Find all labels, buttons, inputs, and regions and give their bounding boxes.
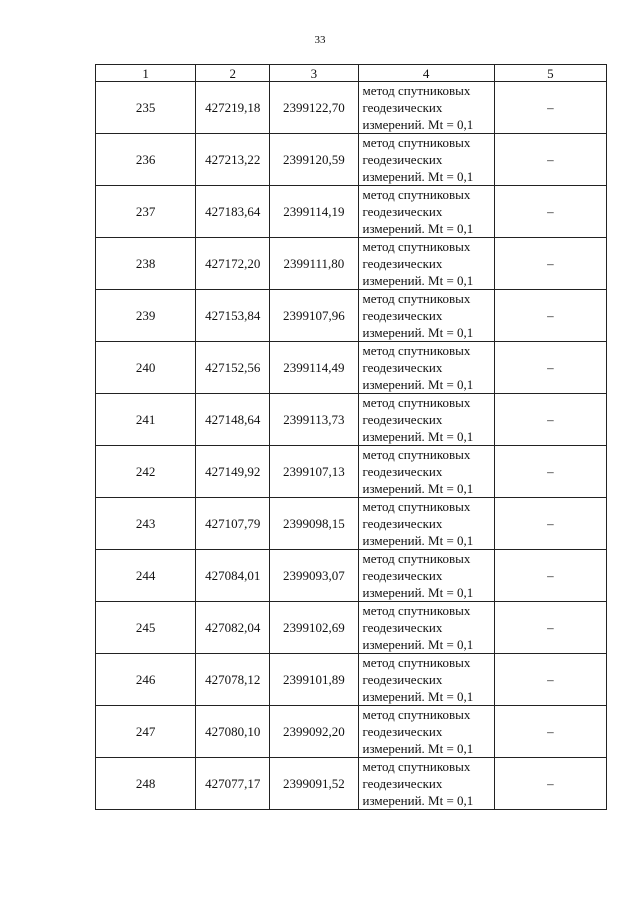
error-cell: – [494,758,606,810]
method-cell [358,342,494,394]
method-cell [358,602,494,654]
method-line: измерений. Mt = 0,1 [362,377,474,392]
y-coordinate-cell: 2399113,73 [270,394,358,446]
method-line: измерений. Mt = 0,1 [362,221,474,236]
y-coordinate-cell: 2399114,19 [270,186,358,238]
method-line: метод спутниковых [362,759,471,774]
x-coordinate-cell: 427082,04 [196,602,270,654]
method-line: измерений. Mt = 0,1 [362,533,474,548]
method-line: измерений. Mt = 0,1 [362,689,474,704]
method-line: геодезических [362,412,443,427]
method-line: измерений. Mt = 0,1 [362,741,474,756]
error-cell: – [494,82,606,134]
method-line: метод спутниковых [362,447,471,462]
method-line: измерений. Mt = 0,1 [362,273,474,288]
header-cell-1: 1 [96,65,196,82]
y-coordinate-cell: 2399107,13 [270,446,358,498]
method-line: измерений. Mt = 0,1 [362,637,474,652]
method-line: геодезических [362,620,443,635]
table-body [96,82,607,810]
method-line: геодезических [362,152,443,167]
coordinates-table [95,64,607,810]
method-line: геодезических [362,100,443,115]
method-line: геодезических [362,464,443,479]
point-number-cell: 240 [96,342,196,394]
point-number-cell: 235 [96,82,196,134]
x-coordinate-cell: 427084,01 [196,550,270,602]
method-line: геодезических [362,256,443,271]
method-line: измерений. Mt = 0,1 [362,429,474,444]
table-row [96,706,607,758]
point-number-cell: 237 [96,186,196,238]
method-line: метод спутниковых [362,239,471,254]
table-row [96,498,607,550]
method-cell [358,446,494,498]
method-line: измерений. Mt = 0,1 [362,793,474,808]
y-coordinate-cell: 2399107,96 [270,290,358,342]
method-cell [358,550,494,602]
error-cell: – [494,134,606,186]
method-cell [358,290,494,342]
point-number-cell: 238 [96,238,196,290]
y-coordinate-cell: 2399122,70 [270,82,358,134]
table-header [96,65,607,82]
header-cell-3: 3 [270,65,358,82]
error-cell: – [494,186,606,238]
x-coordinate-cell: 427080,10 [196,706,270,758]
method-line: измерений. Mt = 0,1 [362,169,474,184]
method-line: геодезических [362,308,443,323]
point-number-cell: 248 [96,758,196,810]
point-number-cell: 243 [96,498,196,550]
y-coordinate-cell: 2399092,20 [270,706,358,758]
error-cell: – [494,394,606,446]
method-line: метод спутниковых [362,707,471,722]
method-line: метод спутниковых [362,499,471,514]
x-coordinate-cell: 427183,64 [196,186,270,238]
method-line: геодезических [362,204,443,219]
method-cell [358,654,494,706]
point-number-cell: 239 [96,290,196,342]
point-number-cell: 241 [96,394,196,446]
x-coordinate-cell: 427153,84 [196,290,270,342]
y-coordinate-cell: 2399102,69 [270,602,358,654]
y-coordinate-cell: 2399101,89 [270,654,358,706]
method-cell [358,498,494,550]
x-coordinate-cell: 427152,56 [196,342,270,394]
header-cell-5: 5 [494,65,606,82]
error-cell: – [494,342,606,394]
header-cell-2: 2 [196,65,270,82]
method-line: геодезических [362,776,443,791]
table-row [96,82,607,134]
error-cell: – [494,602,606,654]
method-line: метод спутниковых [362,187,471,202]
table-row [96,342,607,394]
method-cell [358,186,494,238]
method-line: метод спутниковых [362,395,471,410]
method-cell [358,82,494,134]
header-cell-4: 4 [358,65,494,82]
y-coordinate-cell: 2399120,59 [270,134,358,186]
x-coordinate-cell: 427078,12 [196,654,270,706]
x-coordinate-cell: 427077,17 [196,758,270,810]
table-row [96,290,607,342]
point-number-cell: 247 [96,706,196,758]
point-number-cell: 246 [96,654,196,706]
y-coordinate-cell: 2399091,52 [270,758,358,810]
table-row [96,602,607,654]
method-line: измерений. Mt = 0,1 [362,325,474,340]
page-number: 33 [314,34,326,46]
table-row [96,394,607,446]
point-number-cell: 244 [96,550,196,602]
x-coordinate-cell: 427213,22 [196,134,270,186]
method-line: геодезических [362,672,443,687]
point-number-cell: 242 [96,446,196,498]
method-line: измерений. Mt = 0,1 [362,585,474,600]
x-coordinate-cell: 427149,92 [196,446,270,498]
table-row [96,654,607,706]
error-cell: – [494,238,606,290]
error-cell: – [494,498,606,550]
method-cell [358,134,494,186]
y-coordinate-cell: 2399098,15 [270,498,358,550]
y-coordinate-cell: 2399111,80 [270,238,358,290]
y-coordinate-cell: 2399114,49 [270,342,358,394]
x-coordinate-cell: 427107,79 [196,498,270,550]
method-line: метод спутниковых [362,655,471,670]
table-row [96,186,607,238]
method-line: измерений. Mt = 0,1 [362,481,474,496]
error-cell: – [494,706,606,758]
error-cell: – [494,446,606,498]
point-number-cell: 236 [96,134,196,186]
error-cell: – [494,654,606,706]
method-line: метод спутниковых [362,551,471,566]
method-line: геодезических [362,568,443,583]
method-cell [358,706,494,758]
method-line: геодезических [362,360,443,375]
table-row [96,134,607,186]
method-line: метод спутниковых [362,135,471,150]
table-row [96,550,607,602]
method-line: метод спутниковых [362,291,471,306]
method-cell [358,758,494,810]
table-row [96,446,607,498]
x-coordinate-cell: 427148,64 [196,394,270,446]
method-line: метод спутниковых [362,603,471,618]
point-number-cell: 245 [96,602,196,654]
header-row [96,65,607,82]
table-row [96,238,607,290]
method-line: геодезических [362,724,443,739]
method-line: измерений. Mt = 0,1 [362,117,474,132]
x-coordinate-cell: 427219,18 [196,82,270,134]
x-coordinate-cell: 427172,20 [196,238,270,290]
method-cell [358,238,494,290]
y-coordinate-cell: 2399093,07 [270,550,358,602]
error-cell: – [494,550,606,602]
error-cell: – [494,290,606,342]
method-line: геодезических [362,516,443,531]
table-row [96,758,607,810]
method-cell [358,394,494,446]
method-line: метод спутниковых [362,343,471,358]
method-line: метод спутниковых [362,83,471,98]
